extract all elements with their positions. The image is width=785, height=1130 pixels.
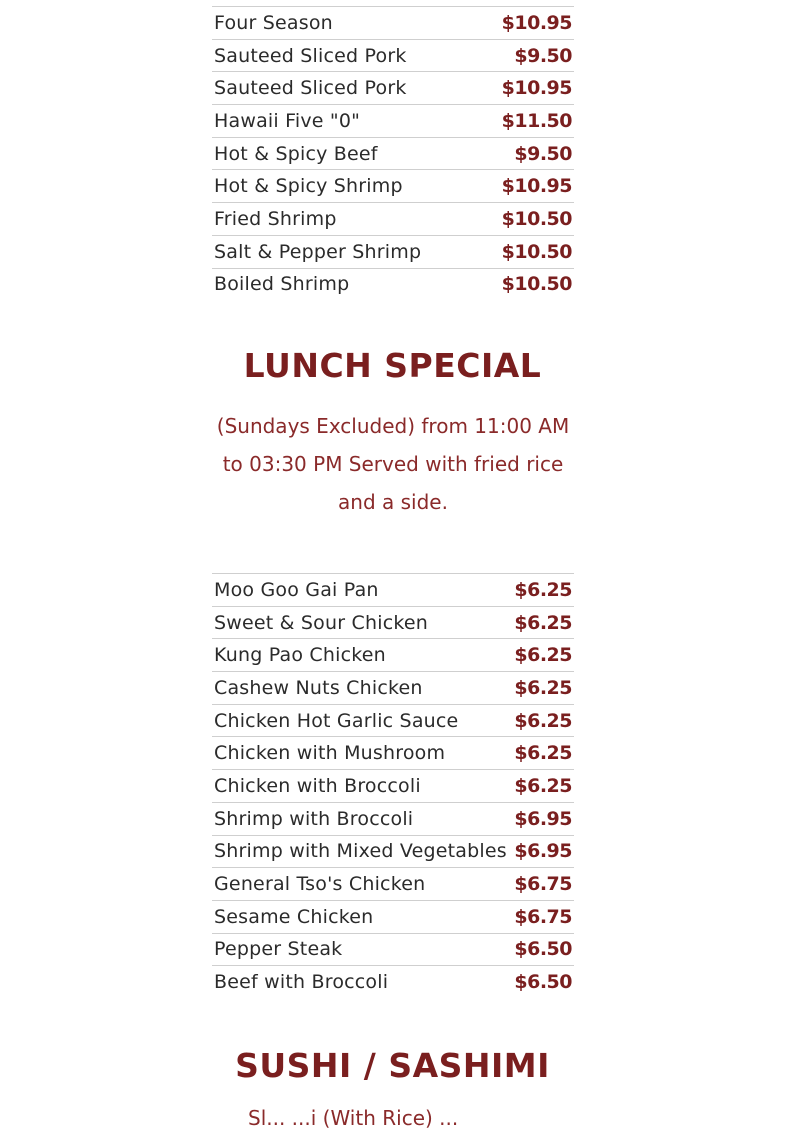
item-price: $10.95 — [501, 11, 572, 34]
item-price: $6.25 — [514, 709, 572, 732]
menu-row — [212, 933, 574, 966]
item-name: Sesame Chicken — [214, 905, 374, 928]
menu-row — [212, 268, 574, 301]
item-name: Sauteed Sliced Pork — [214, 77, 407, 100]
menu-row — [212, 71, 574, 104]
item-name: General Tso's Chicken — [214, 873, 426, 896]
item-price: $9.50 — [514, 44, 572, 67]
menu-row — [212, 137, 574, 170]
menu-row — [212, 900, 574, 933]
menu-row — [212, 704, 574, 737]
item-name: Hawaii Five "0" — [214, 109, 361, 132]
menu-row — [212, 202, 574, 235]
item-price: $6.95 — [514, 807, 572, 830]
item-name: Sweet & Sour Chicken — [214, 611, 428, 634]
item-price: $10.95 — [501, 175, 572, 198]
menu-row — [212, 736, 574, 769]
menu-row — [212, 671, 574, 704]
item-price: $6.75 — [514, 905, 572, 928]
item-price: $6.50 — [514, 938, 572, 961]
item-name: Hot & Spicy Beef — [214, 142, 378, 165]
item-price: $11.50 — [501, 109, 572, 132]
item-name: Chicken with Mushroom — [214, 742, 446, 765]
menu-row — [212, 169, 574, 202]
menu-row — [212, 867, 574, 900]
item-price: $6.50 — [514, 971, 572, 994]
menu-row — [212, 606, 574, 639]
item-price: $10.95 — [501, 77, 572, 100]
lunch-special-note: (Sundays Excluded) from 11:00 AM to 03:30 PM Served with fried rice and a side. — [216, 414, 570, 514]
item-name: Kung Pao Chicken — [214, 644, 386, 667]
item-name: Cashew Nuts Chicken — [214, 676, 423, 699]
item-price: $6.25 — [514, 676, 572, 699]
item-name: Fried Shrimp — [214, 207, 337, 230]
menu-row — [212, 39, 574, 72]
item-name: Pepper Steak — [214, 938, 343, 961]
item-name: Chicken with Broccoli — [214, 774, 421, 797]
item-name: Shrimp with Mixed Vegetables — [214, 840, 507, 863]
item-name: Chicken Hot Garlic Sauce — [214, 709, 459, 732]
item-name: Four Season — [214, 11, 333, 34]
item-price: $6.95 — [514, 840, 572, 863]
menu-row — [212, 965, 574, 998]
item-price: $6.25 — [514, 611, 572, 634]
item-name: Beef with Broccoli — [214, 971, 389, 994]
item-name: Hot & Spicy Shrimp — [214, 175, 403, 198]
item-name: Moo Goo Gai Pan — [214, 578, 379, 601]
top-menu-list — [212, 6, 574, 300]
menu-row — [212, 235, 574, 268]
item-price: $10.50 — [501, 273, 572, 296]
item-name: Sauteed Sliced Pork — [214, 44, 407, 67]
menu-row — [212, 769, 574, 802]
item-price: $6.25 — [514, 578, 572, 601]
lunch-menu-list — [212, 573, 574, 998]
menu-row — [212, 638, 574, 671]
item-price: $10.50 — [501, 240, 572, 263]
menu-row — [212, 6, 574, 39]
menu-row — [212, 802, 574, 835]
item-price: $10.50 — [501, 207, 572, 230]
menu-row — [212, 835, 574, 868]
item-name: Boiled Shrimp — [214, 273, 350, 296]
menu-row — [212, 573, 574, 606]
item-price: $9.50 — [514, 142, 572, 165]
sushi-heading: SUSHI / SASHIMI — [235, 1046, 550, 1085]
lunch-special-heading: LUNCH SPECIAL — [243, 346, 542, 385]
item-price: $6.25 — [514, 644, 572, 667]
item-name: Salt & Pepper Shrimp — [214, 240, 422, 263]
item-price: $6.75 — [514, 873, 572, 896]
item-name: Shrimp with Broccoli — [214, 807, 414, 830]
item-price: $6.25 — [514, 774, 572, 797]
menu-row — [212, 104, 574, 137]
sushi-partial-note: Sl... ...i (With Rice) ... — [248, 1106, 459, 1130]
item-price: $6.25 — [514, 742, 572, 765]
